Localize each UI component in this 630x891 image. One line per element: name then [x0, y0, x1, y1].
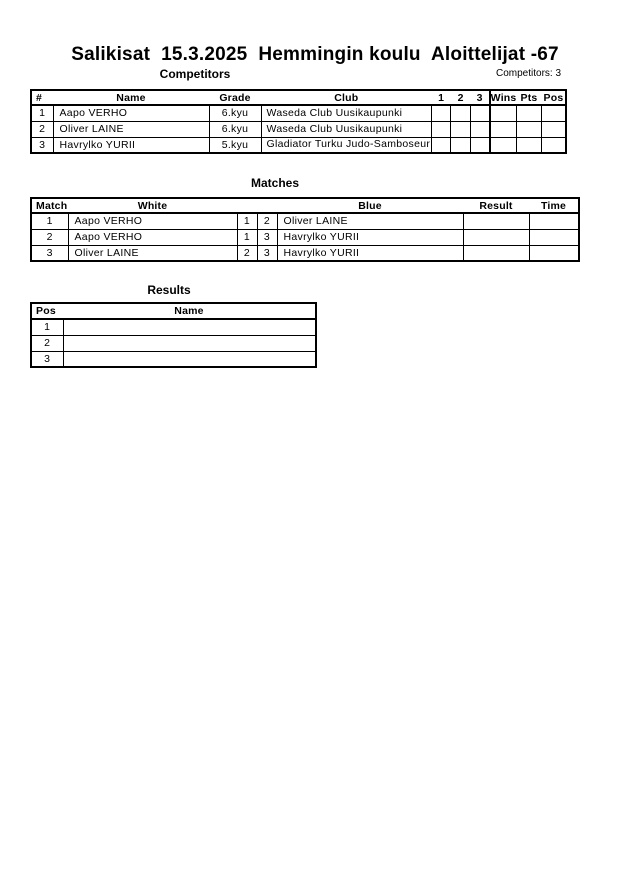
result-row — [31, 319, 316, 335]
competitor-row — [31, 105, 566, 121]
competitors-section-title: Competitors — [159, 67, 231, 81]
competitor-club — [261, 137, 432, 153]
col-header-pts: Pts — [516, 90, 541, 105]
result-cell — [463, 229, 529, 245]
white-competitor-number: 2 — [237, 245, 257, 261]
results-table — [30, 302, 317, 368]
time-cell — [529, 229, 579, 245]
blue-competitor-number: 3 — [257, 245, 277, 261]
score-cell-3 — [471, 105, 490, 121]
result-row — [31, 335, 316, 351]
col-header-name: Name — [63, 303, 316, 319]
match-number: 1 — [31, 213, 68, 229]
blue-competitor-name: Havrylko YURII — [277, 245, 463, 261]
competitor-number: 3 — [31, 137, 53, 153]
col-header-blue-num — [257, 198, 277, 213]
competitor-number: 2 — [31, 121, 53, 137]
score-cell-3 — [471, 121, 490, 137]
pts-cell — [516, 137, 541, 153]
col-header-pos: Pos — [541, 90, 566, 105]
wins-cell — [490, 137, 517, 153]
col-header-match: Match — [31, 198, 68, 213]
blue-competitor-number: 3 — [257, 229, 277, 245]
competitor-grade: 6.kyu — [209, 105, 261, 121]
page-title: Salikisat 15.3.2025 Hemmingin koulu Aloittelijat -67 — [71, 44, 559, 65]
competitor-row — [31, 137, 566, 153]
competitor-club: Waseda Club Uusikaupunki — [261, 121, 432, 137]
competitor-club: Waseda Club Uusikaupunki — [261, 105, 432, 121]
time-cell — [529, 245, 579, 261]
competitor-grade: 6.kyu — [209, 121, 261, 137]
result-row — [31, 351, 316, 367]
competitor-name: Aapo VERHO — [53, 105, 209, 121]
white-competitor-number: 1 — [237, 213, 257, 229]
competitors-count: Competitors: 3 — [496, 68, 562, 79]
col-header-white-num — [237, 198, 257, 213]
result-position: 3 — [31, 351, 63, 367]
competitor-name: Havrylko YURII — [53, 137, 209, 153]
white-competitor-number: 1 — [237, 229, 257, 245]
matches-section-title: Matches — [250, 176, 300, 190]
blue-competitor-number: 2 — [257, 213, 277, 229]
score-cell-2 — [451, 137, 471, 153]
white-competitor-name: Aapo VERHO — [68, 229, 237, 245]
result-name — [63, 335, 316, 351]
score-cell-1 — [432, 121, 451, 137]
wins-cell — [490, 105, 517, 121]
blue-competitor-name: Havrylko YURII — [277, 229, 463, 245]
pos-cell — [541, 105, 566, 121]
result-cell — [463, 213, 529, 229]
score-cell-1 — [432, 137, 451, 153]
result-position: 2 — [31, 335, 63, 351]
col-header-club: Club — [261, 90, 432, 105]
score-cell-1 — [432, 105, 451, 121]
col-header-result: Result — [463, 198, 529, 213]
competitors-header-row — [31, 90, 566, 105]
col-header-pos: Pos — [31, 303, 63, 319]
match-number: 3 — [31, 245, 68, 261]
result-cell — [463, 245, 529, 261]
match-row — [31, 213, 579, 229]
white-competitor-name: Aapo VERHO — [68, 213, 237, 229]
blue-competitor-name: Oliver LAINE — [277, 213, 463, 229]
score-cell-2 — [451, 105, 471, 121]
pos-cell — [541, 121, 566, 137]
result-name — [63, 351, 316, 367]
wins-cell — [490, 121, 517, 137]
col-header-name: Name — [53, 90, 209, 105]
results-header-row — [31, 303, 316, 319]
matches-table — [30, 197, 580, 262]
col-header-opponent-1: 1 — [432, 90, 451, 105]
white-competitor-name: Oliver LAINE — [68, 245, 237, 261]
match-row — [31, 229, 579, 245]
col-header-wins: Wins — [490, 91, 517, 104]
pts-cell — [516, 105, 541, 121]
results-section-title: Results — [147, 283, 191, 297]
pos-cell — [541, 137, 566, 153]
match-row — [31, 245, 579, 261]
result-name — [63, 319, 316, 335]
time-cell — [529, 213, 579, 229]
competitors-table — [30, 89, 567, 154]
col-header-white: White — [68, 198, 237, 213]
competitor-row — [31, 121, 566, 137]
pts-cell — [516, 121, 541, 137]
match-number: 2 — [31, 229, 68, 245]
result-position: 1 — [31, 319, 63, 335]
competitor-grade: 5.kyu — [209, 137, 261, 153]
col-header-opponent-3: 3 — [471, 90, 490, 105]
col-header-blue: Blue — [277, 198, 463, 213]
matches-header-row — [31, 198, 579, 213]
score-cell-3 — [471, 137, 490, 153]
competitor-club-overflow-text: Gladiator Turku Judo-Samboseur — [266, 138, 431, 151]
col-header-opponent-2: 2 — [451, 90, 471, 105]
col-header-grade: Grade — [209, 90, 261, 105]
score-cell-2 — [451, 121, 471, 137]
competitor-name: Oliver LAINE — [53, 121, 209, 137]
col-header-number: # — [31, 90, 53, 105]
competitor-number: 1 — [31, 105, 53, 121]
col-header-time: Time — [529, 198, 579, 213]
